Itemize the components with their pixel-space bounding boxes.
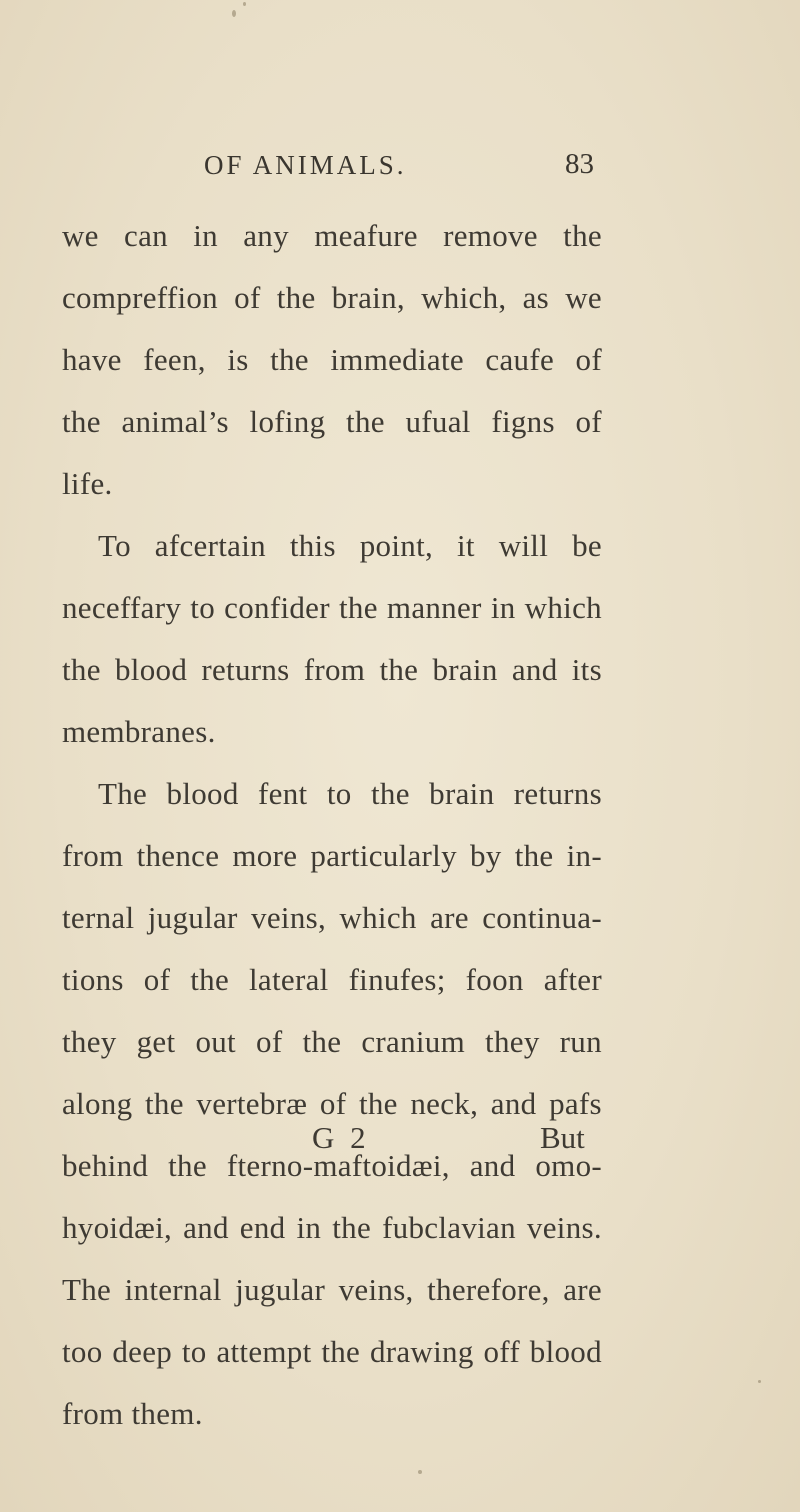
- text-line: behind the fterno-maftoidæi, and omo-: [62, 1148, 602, 1183]
- catchword: But: [540, 1120, 585, 1155]
- text-line: the blood returns from the brain and its: [62, 652, 602, 687]
- text-line: life.: [62, 466, 113, 501]
- text-line: hyoidæi, and end in the fubclavian veins.: [62, 1210, 602, 1245]
- text-line: To afcertain this point, it will be: [98, 528, 602, 563]
- text-line: membranes.: [62, 714, 216, 749]
- page-header: [0, 150, 800, 190]
- text-line: we can in any meafure remove the: [62, 218, 602, 253]
- text-line: tions of the lateral finufes; foon after: [62, 962, 602, 997]
- text-line: ternal jugular veins, which are continua-: [62, 900, 602, 935]
- signature-mark: G 2: [312, 1120, 370, 1155]
- text-line: The blood fent to the brain returns: [98, 776, 602, 811]
- running-head: OF ANIMALS.: [204, 150, 407, 180]
- text-line: compreffion of the brain, which, as we: [62, 280, 602, 315]
- text-line: have feen, is the immediate caufe of: [62, 342, 602, 377]
- text-line: The internal jugular veins, therefore, are: [62, 1272, 602, 1307]
- page-number: 83: [565, 148, 594, 180]
- text-line: along the vertebræ of the neck, and pafs: [62, 1086, 602, 1121]
- page-footer: [0, 1120, 800, 1170]
- body-text: [62, 214, 602, 1454]
- text-line: from thence more particularly by the in-: [62, 838, 602, 873]
- text-line: the animal’s lofing the ufual figns of: [62, 404, 602, 439]
- paper-speck: [232, 10, 236, 17]
- text-line: from them.: [62, 1396, 203, 1431]
- paper-speck: [758, 1380, 761, 1383]
- paper-speck: [243, 2, 246, 6]
- text-line: neceffary to confider the manner in which: [62, 590, 602, 625]
- text-line: they get out of the cranium they run: [62, 1024, 602, 1059]
- paper-speck: [418, 1470, 422, 1474]
- text-line: too deep to attempt the drawing off blood: [62, 1334, 602, 1369]
